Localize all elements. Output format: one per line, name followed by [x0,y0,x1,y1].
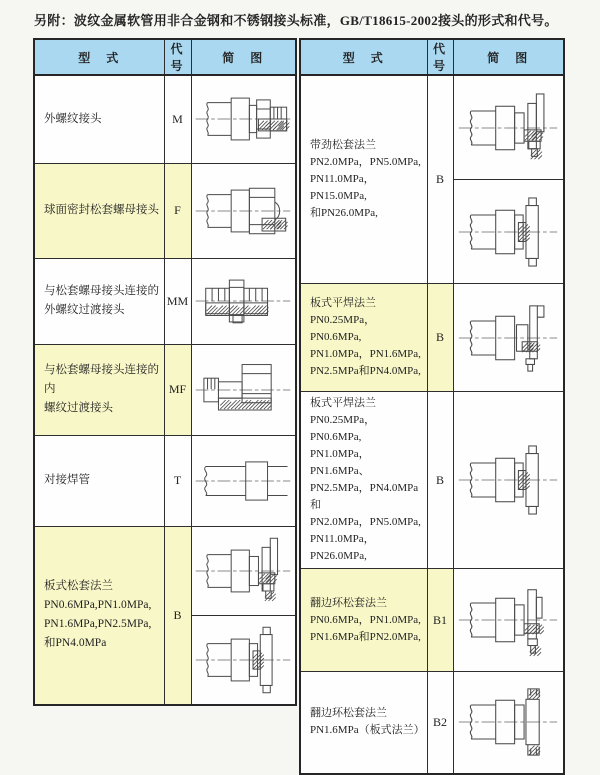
type-label: PN1.6MPa（板式法兰） [310,724,425,737]
type-label: PN2.5MPa，PN4.0MPa和 [310,482,419,511]
type-label: 翻边环松套法兰 [310,596,387,609]
type-label: PN0.25MPa，PN0.6MPa, [310,414,376,443]
type-label: 外螺纹过渡接头 [44,304,125,316]
male-female-adapter-diagram [193,352,293,428]
code-label: B1 [427,569,453,672]
table-row [34,258,296,344]
code-label: B [427,392,453,569]
type-label: 螺纹过渡接头 [44,402,113,414]
fitting-table-left [33,38,297,706]
page-title: 另附：波纹金属软管用非合金钢和不锈钢接头标准，GB/T18615-2002接头的形式和代号。 [34,13,558,28]
table-row [300,284,564,392]
table-row [300,392,564,569]
code-label: B2 [427,672,453,774]
code-label: MM [164,258,191,344]
table-row [300,672,564,774]
spherical-seal-nut-fitting-diagram [193,173,293,249]
bolted-loose-flange-diagram [456,438,560,522]
type-label: 和PN26.0MPa, [310,207,378,219]
bolted-loose-flange-diagram [193,620,293,700]
type-label: PN2.0MPa，PN5.0MPa, [310,156,421,168]
type-label: PN2.5MPa和PN4.0MPa, [310,365,421,377]
table-row [34,75,296,163]
column-header-code: 代号 [164,39,191,75]
type-label: PN11.0MPa，PN15.0MPa, [310,173,375,202]
type-label: PN0.6MPa,PN1.0MPa, [44,599,152,611]
plate-weld-flange-diagram [456,296,560,380]
type-label: 外螺纹接头 [44,112,102,125]
bolted-loose-flange-diagram [456,192,560,272]
type-label: 与松套螺母接头连接的 [44,285,159,297]
column-header-type: 型 式 [300,39,427,75]
type-label: 板式松套法兰 [44,580,113,592]
code-label: F [164,163,191,258]
type-label: 对接焊管 [44,474,90,486]
code-label: MF [164,344,191,435]
type-label: PN1.0MPa，PN1.6MPa, [310,348,421,360]
type-label: 翻边环松套法兰 [310,707,387,720]
type-label: 球面密封松套螺母接头 [44,204,159,216]
code-label: B [427,75,453,284]
fitting-table-right [299,38,565,775]
table-row [34,526,296,705]
table-row [300,569,564,672]
type-label: PN1.6MPa和PN2.0MPa, [310,630,421,643]
column-header-diagram: 简 图 [453,39,564,75]
type-label: PN0.6MPa，PN1.0MPa, [310,613,421,626]
column-header-diagram: 简 图 [191,39,296,75]
type-label: PN11.0MPa，PN26.0MPa, [310,533,375,562]
butt-weld-pipe-diagram [193,444,293,518]
type-label: PN1.6MPa,PN2.5MPa, [44,618,152,630]
code-label: T [164,435,191,526]
type-label: PN2.0MPa，PN5.0MPa, [310,516,421,528]
type-label: 和PN4.0MPa [44,637,107,649]
loose-ring-flange-b2-diagram [456,680,560,764]
plate-loose-flange-diagram [456,88,560,168]
male-male-adapter-diagram [193,264,293,338]
type-label: 板式平焊法兰 [310,397,376,409]
type-label: 板式平焊法兰 [310,297,376,309]
table-row [34,435,296,526]
code-label: M [164,75,191,163]
type-label: PN1.0MPa，PN1.6MPa、 [310,448,370,477]
table-row [34,163,296,258]
table-row [300,75,564,284]
flanged-ring-flange-b1-diagram [456,578,560,662]
type-label: 与松套螺母接头连接的内 [44,364,159,395]
table-header-row [300,39,564,75]
plate-loose-flange-diagram [193,531,293,611]
table-header-row [34,39,296,75]
type-label: PN0.25MPa，PN0.6MPa, [310,314,376,343]
male-thread-fitting-diagram [193,82,293,156]
column-header-code: 代号 [427,39,453,75]
column-header-type: 型 式 [34,39,164,75]
code-label: B [427,284,453,392]
code-label: B [164,526,191,705]
table-row [34,344,296,435]
type-label: 带劲松套法兰 [310,139,376,151]
